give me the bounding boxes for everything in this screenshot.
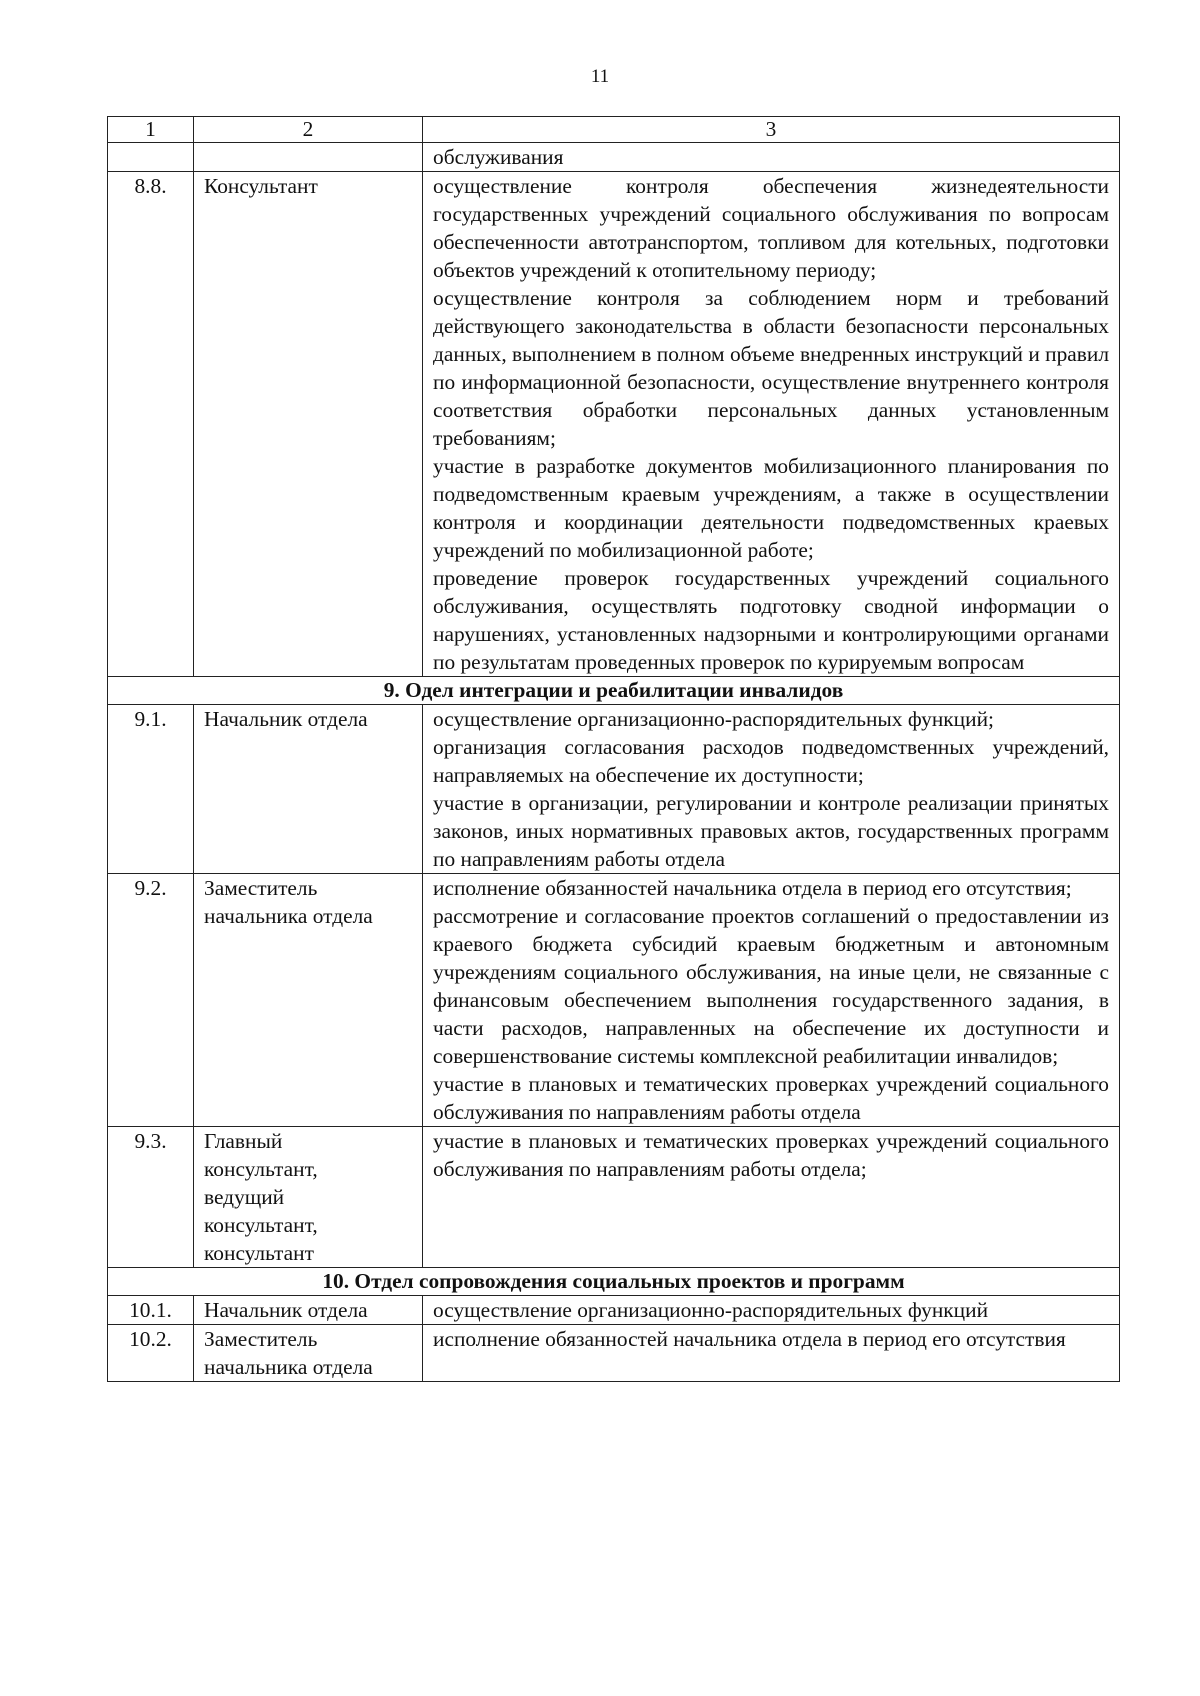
page-number: 11 [590, 66, 610, 87]
duties-cell [423, 143, 1120, 172]
duty-paragraph: исполнение обязанностей начальника отдела в период его отсутствия [433, 1327, 1066, 1351]
position-title-line: начальника отдела [204, 1355, 373, 1379]
position-title-line: Заместитель [204, 876, 318, 900]
position-title-line: Консультант [204, 174, 318, 198]
table-row [108, 874, 1120, 1127]
section-title: 9. Одел интеграции и реабилитации инвалидов [108, 677, 1120, 705]
position-title-line: консультант, [204, 1213, 318, 1237]
duties-cell [423, 874, 1120, 1127]
duty-paragraph: осуществление организационно-распорядительных функций [433, 1298, 989, 1322]
duty-paragraph: обслуживания [433, 145, 564, 169]
duty-paragraph: участие в плановых и тематических проверках учреждений социального обслуживания по направлениям работы отдела; [433, 1129, 1109, 1181]
table-row [108, 143, 1120, 172]
duties-cell [423, 1127, 1120, 1268]
position-cell [194, 874, 423, 1127]
position-title-line: Главный [204, 1129, 283, 1153]
duty-paragraph: участие в плановых и тематических проверках учреждений социального обслуживания по направлениям работы отдела [433, 1072, 1109, 1124]
position-title-line: начальника отдела [204, 904, 373, 928]
position-title-line: ведущий [204, 1185, 285, 1209]
duty-paragraph: исполнение обязанностей начальника отдела в период его отсутствия; [433, 876, 1072, 900]
header-col-2: 2 [194, 117, 423, 143]
row-number: 10.2. [108, 1325, 194, 1382]
position-title-line: консультант [204, 1241, 314, 1265]
position-cell [194, 143, 423, 172]
header-col-3: 3 [423, 117, 1120, 143]
table-row [108, 1127, 1120, 1268]
row-number: 9.2. [108, 874, 194, 1127]
duties-cell [423, 172, 1120, 677]
position-cell [194, 1296, 423, 1325]
table-row [108, 1296, 1120, 1325]
position-title-line: Начальник отдела [204, 707, 368, 731]
position-cell [194, 1127, 423, 1268]
duty-paragraph: осуществление контроля обеспечения жизнедеятельности государственных учреждений социального обслуживания по вопросам обеспеченности автотранспортом, топливом для котельных, подготовки объектов учреждений к отопительному периоду; [433, 174, 1109, 282]
duty-paragraph: проведение проверок государственных учреждений социального обслуживания, осуществлять подготовку сводной информации о нарушениях, установленных надзорными и контролирующими органами по результатам проведенных проверок по курируемым вопросам [433, 566, 1109, 674]
section-title: 10. Отдел сопровождения социальных проектов и программ [108, 1268, 1120, 1296]
row-number: 9.3. [108, 1127, 194, 1268]
duties-cell [423, 705, 1120, 874]
duty-paragraph: рассмотрение и согласование проектов соглашений о предоставлении из краевого бюджета субсидий краевым бюджетным и автономным учреждениям социального обслуживания, на иные цели, не связанные с финансовым обеспечением выполнения государственного задания, в части расходов, направленных на обеспечение их доступности и совершенствование системы комплексной реабилитации инвалидов; [433, 904, 1109, 1068]
duty-paragraph: осуществление контроля за соблюдением норм и требований действующего законодательства в области безопасности персональных данных, выполнением в полном объеме внедренных инструкций и правил по информационной безопасности, осуществление внутреннего контроля соответствия обработки персональных данных установленным требованиям; [433, 286, 1109, 450]
section-heading-row [108, 677, 1120, 705]
row-number: 9.1. [108, 705, 194, 874]
row-number: 8.8. [108, 172, 194, 677]
position-cell [194, 1325, 423, 1382]
table-header-row [108, 117, 1120, 143]
position-cell [194, 705, 423, 874]
position-cell [194, 172, 423, 677]
row-number [108, 143, 194, 172]
table-row [108, 705, 1120, 874]
duty-paragraph: участие в организации, регулировании и контроле реализации принятых законов, иных нормативных правовых актов, государственных программ по направлениям работы отдела [433, 791, 1109, 871]
duty-paragraph: организация согласования расходов подведомственных учреждений, направляемых на обеспечение их доступности; [433, 735, 1109, 787]
position-title-line: консультант, [204, 1157, 318, 1181]
duties-cell [423, 1325, 1120, 1382]
duties-cell [423, 1296, 1120, 1325]
header-col-1: 1 [108, 117, 194, 143]
position-title-line: Начальник отдела [204, 1298, 368, 1322]
duty-paragraph: участие в разработке документов мобилизационного планирования по подведомственным краевым учреждениям, а также в осуществлении контроля и координации деятельности подведомственных краевых учреждений по мобилизационной работе; [433, 454, 1109, 562]
row-number: 10.1. [108, 1296, 194, 1325]
table-row [108, 172, 1120, 677]
section-heading-row [108, 1268, 1120, 1296]
duties-table [107, 116, 1120, 1382]
duty-paragraph: осуществление организационно-распорядительных функций; [433, 707, 994, 731]
position-title-line: Заместитель [204, 1327, 318, 1351]
table-row [108, 1325, 1120, 1382]
